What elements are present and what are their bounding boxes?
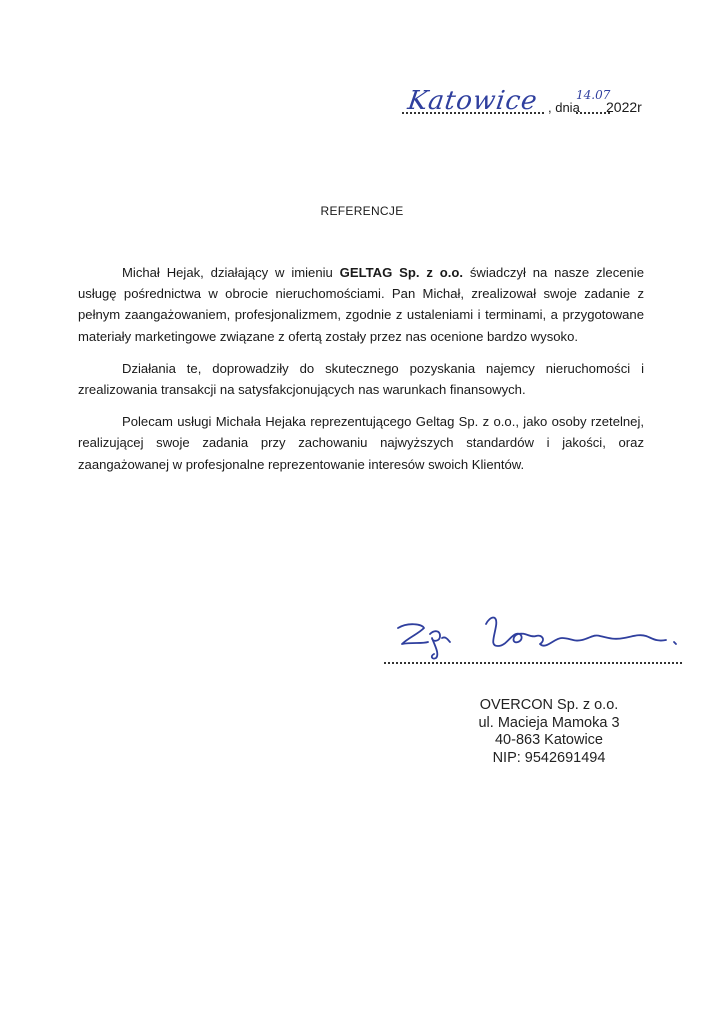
paragraph-3: Polecam usługi Michała Hejaka reprezentującego Geltag Sp. z o.o., jako osoby rzetelnej, realizującej swoje zadania przy zachowaniu najwyższych standardów i jakości, oraz zaangażowanej w profesjonalne reprezentowanie interesów swoich Klientów. [78,414,644,472]
person-name: Michał Hejak, [122,265,204,280]
stamp-city: 40-863 Katowice [494,732,603,748]
stamp-company: OVERCON Sp. z o.o. [479,697,619,713]
document-title: REFERENCJE [320,204,404,218]
day-dotted-line [576,112,610,114]
date-year: 2022r [606,99,642,115]
date-line [400,86,650,120]
stamp-nip: NIP: 9542691494 [492,749,606,766]
company-stamp [464,697,634,767]
place-dotted-line [402,112,544,114]
letter-body [78,262,644,486]
handwritten-day: 14.07 [576,88,611,102]
company-name: GELTAG Sp. z o.o. [339,265,464,280]
stamp-street: ul. Macieja Mamoka 3 [478,714,620,731]
handwritten-signature [378,604,708,666]
signature-dotted-line [384,662,682,664]
handwritten-place: Katowice [405,86,540,116]
date-separator: , dnia [548,100,580,115]
paragraph-2: Działania te, doprowadziły do skutecznego pozyskania najemcy nieruchomości i zrealizowania transakcji na satysfakcjonujących nas warunkach finansowych. [78,360,644,398]
paragraph-1: Michał Hejak, działający w imieniu GELTAG Sp. z o.o. świadczył na nasze zlecenie usługę pośrednictwa w obrocie nieruchomościami. Pan Michał, zrealizował swoje zadanie z pełnym zaangażowaniem, profesjonalizmem, zgodnie z ustaleniami i terminami, a przygotowane materiały marketingowe związane z ofertą zostały przez nas ocenione bardzo wysoko. [78,265,644,344]
